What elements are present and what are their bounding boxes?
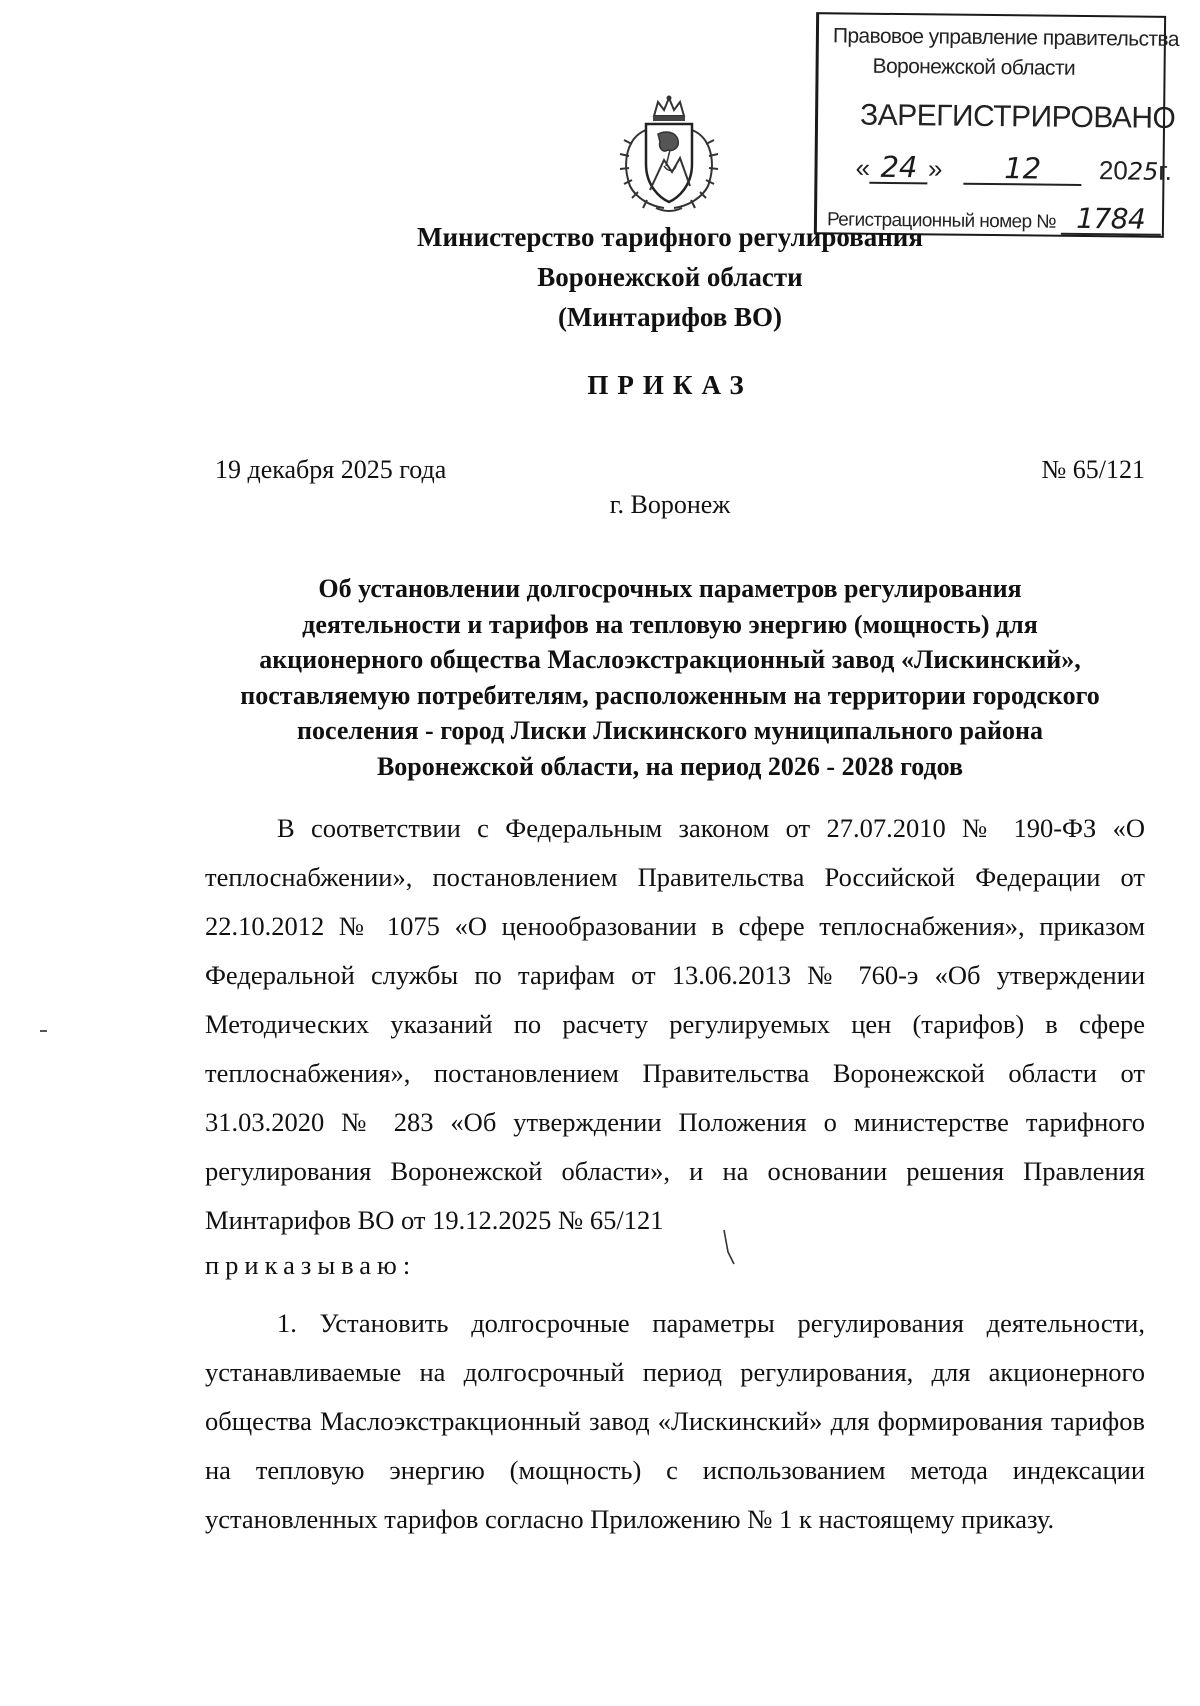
stamp-regno-value: 1784 xyxy=(1061,205,1161,236)
stamp-org-line1: Правовое управление правительства xyxy=(832,24,1179,51)
ministry-name-line3: (Минтарифов ВО) xyxy=(557,302,783,332)
subject-line: Воронежской области, на период 2026 - 2028 годов xyxy=(376,751,964,781)
subject-line: деятельности и тарифов на тепловую энергию (мощность) для xyxy=(302,609,1038,639)
document-city: г. Воронеж xyxy=(609,490,731,519)
subject-line: акционерного общества Маслоэкстракционный завод «Лискинский», xyxy=(259,645,1081,674)
subject-line: поселения - город Лиски Лискинского муниципального района xyxy=(297,716,1043,745)
registration-stamp xyxy=(814,12,1179,238)
ministry-name-line2: Воронежской области xyxy=(537,262,803,292)
stamp-date-open-quote: « xyxy=(855,152,871,183)
stamp-regno-label: Регистрационный номер № xyxy=(826,209,1057,233)
document-date: 19 декабря 2025 года xyxy=(215,455,447,484)
stamp-org-line2: Воронежской области xyxy=(872,54,1076,80)
ministry-name-line1: Министерство тарифного регулирования xyxy=(417,222,923,252)
stamp-date-year-end: г. xyxy=(1158,155,1173,186)
stamp-date-year-prefix: 20 xyxy=(1098,155,1129,186)
scan-speck xyxy=(40,1030,47,1032)
subject-line: поставляемую потребителям, расположенным на территории городского xyxy=(240,680,1100,710)
preamble-paragraph: В соответствии с Федеральным законом от 27.07.2010 № 190-ФЗ «О теплоснабжении», постановлением Правительства Российской Федерации от 22.10.2012 № 1075 «О ценообразовании в сфере теплоснабжения», приказом Федеральной службы по тарифам от 13.06.2013 № 760-э «Об утверждении Методических указаний по расчету регулируемых цен (тарифов) в сфере теплоснабжения», постановлением Правительства Воронежской области от 31.03.2020 № 283 «Об утверждении Положения о министерстве тарифного регулирования Воронежской области», и на основании решения Правления Минтарифов ВО от 19.12.2025 № 65/121 xyxy=(205,813,1145,1235)
stamp-date xyxy=(855,149,1173,187)
order-word: приказываю: xyxy=(205,1250,417,1280)
document-type-title: ПРИКАЗ xyxy=(587,370,753,400)
stamp-date-day: 24 xyxy=(870,153,928,185)
pen-mark-icon xyxy=(722,1228,736,1266)
subject-line: Об установлении долгосрочных параметров регулирования xyxy=(318,574,1022,603)
stamp-date-month: 12 xyxy=(964,154,1082,186)
order-item-1: 1. Установить долгосрочные параметры регулирования деятельности, устанавливаемые на долгосрочный период регулирования, для акционерного общества Маслоэкстракционный завод «Лискинский» для формирования тарифов на тепловую энергию (мощность) с использованием метода индексации установленных тарифов согласно Приложению № 1 к настоящему приказу. xyxy=(205,1308,1145,1534)
document-subject xyxy=(200,571,1140,784)
document-number: № 65/121 xyxy=(1041,455,1145,484)
stamp-status: ЗАРЕГИСТРИРОВАНО xyxy=(859,98,1176,135)
stamp-date-close-quote: » xyxy=(927,153,943,184)
stamp-date-year-suffix: 25 xyxy=(1127,157,1159,186)
coat-of-arms-icon xyxy=(616,94,722,214)
ministry-header xyxy=(200,217,1140,337)
